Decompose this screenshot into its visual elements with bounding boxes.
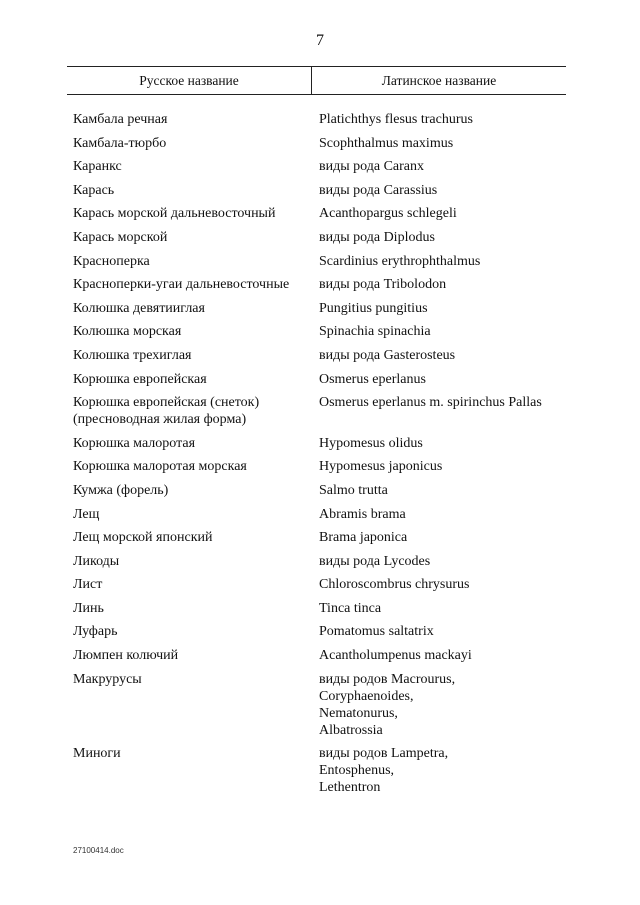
table-row: [73, 253, 573, 270]
table-row: [73, 576, 573, 593]
latin-name-cell: Abramis brama: [319, 506, 406, 522]
russian-name-cell: Камбала-тюрбо: [73, 135, 167, 151]
table-row: [73, 553, 573, 570]
table-row: [73, 347, 573, 364]
russian-name-cell: Корюшка европейская: [73, 371, 207, 387]
table-row: [73, 323, 573, 340]
latin-name-cell: виды рода Caranx: [319, 159, 424, 175]
header-russian-name: Русское название: [67, 67, 312, 94]
header-latin-name: Латинское название: [381, 72, 497, 88]
russian-name-cell: Красноперка: [73, 253, 150, 269]
latin-name-cell: виды рода Lycodes: [319, 553, 431, 569]
table-row: [73, 182, 573, 199]
latin-name-cell: Brama japonica: [319, 530, 408, 546]
russian-name-cell: Корюшка малоротая: [73, 435, 196, 451]
latin-name-cell: Pungitius pungitius: [319, 300, 428, 316]
page-number: 7: [316, 32, 324, 49]
document-filename: 27100414.doc: [73, 846, 124, 855]
russian-name-cell: Луфарь: [73, 624, 118, 640]
russian-name-cell: Карась морской: [73, 229, 168, 245]
latin-name-cell: виды родов Lampetra, Entosphenus, Lethentron: [319, 746, 449, 796]
latin-name-cell: Pomatomus saltatrix: [319, 624, 434, 640]
table-row: [73, 482, 573, 499]
table-row: [73, 276, 573, 293]
russian-name-cell: Лещ морской японский: [73, 530, 213, 546]
latin-name-cell: Hypomesus japonicus: [319, 459, 443, 475]
russian-name-cell: Миноги: [73, 746, 121, 762]
russian-name-cell: Колюшка морская: [73, 324, 182, 340]
latin-name-cell: Platichthys flesus trachurus: [319, 112, 473, 127]
latin-name-cell: виды родов Macrourus, Coryphaenoides, Nematonurus, Albatrossia: [319, 671, 456, 738]
table-row: [73, 647, 573, 664]
table-row: [73, 435, 573, 452]
table-row: [73, 600, 573, 617]
table-row: [73, 623, 573, 640]
russian-name-cell: Корюшка малоротая морская: [73, 459, 247, 475]
table-row: [73, 371, 573, 388]
russian-name-cell: Лещ: [73, 506, 100, 522]
table-header: [67, 66, 566, 95]
latin-name-cell: Scardinius erythrophthalmus: [319, 253, 481, 269]
table-row: [73, 300, 573, 317]
russian-name-cell: Карась: [73, 182, 115, 198]
latin-name-cell: виды рода Gasterosteus: [319, 347, 456, 363]
russian-name-cell: Линь: [73, 600, 104, 616]
russian-name-cell: Корюшка европейская (снеток) (пресноводная жилая форма): [73, 395, 260, 428]
latin-name-cell: Hypomesus olidus: [319, 435, 423, 451]
russian-name-cell: Ликоды: [73, 553, 120, 569]
latin-name-cell: Osmerus eperlanus m. spirinchus Pallas: [319, 395, 542, 411]
table-row: [73, 529, 573, 546]
latin-name-cell: Scophthalmus maximus: [319, 135, 454, 151]
latin-name-cell: Acantholumpenus mackayi: [319, 648, 472, 664]
russian-name-cell: Макрурусы: [73, 671, 142, 687]
latin-name-cell: Spinachia spinachia: [319, 324, 431, 340]
russian-name-cell: Каранкс: [73, 159, 122, 175]
russian-name-cell: Люмпен колючий: [73, 648, 179, 664]
latin-name-cell: виды рода Diplodus: [319, 229, 435, 245]
latin-name-cell: виды рода Tribolodon: [319, 277, 447, 293]
latin-name-cell: Acanthopargus schlegeli: [319, 206, 457, 222]
table-row: [73, 135, 573, 152]
russian-name-cell: Красноперки-угаи дальневосточные: [73, 277, 290, 293]
latin-name-cell: Salmo trutta: [319, 482, 388, 498]
russian-name-cell: Карась морской дальневосточный: [73, 206, 276, 222]
table-row: [73, 458, 573, 475]
russian-name-cell: Колюшка трехиглая: [73, 347, 192, 363]
table-row: [73, 158, 573, 175]
latin-name-cell: Chloroscombrus chrysurus: [319, 577, 470, 593]
table-row: [73, 671, 573, 739]
table-row: [73, 111, 573, 128]
table-row: [73, 745, 573, 796]
russian-name-cell: Кумжа (форель): [73, 482, 169, 498]
table-row: [73, 394, 573, 428]
table-row: [73, 506, 573, 523]
latin-name-cell: Tinca tinca: [319, 600, 382, 616]
russian-name-cell: Колюшка девятииглая: [73, 300, 205, 316]
latin-name-cell: Osmerus eperlanus: [319, 371, 426, 387]
table-row: [73, 229, 573, 246]
russian-name-cell: Лист: [73, 577, 103, 593]
russian-name-cell: Камбала речная: [73, 112, 168, 127]
species-table-body: [73, 111, 573, 803]
table-row: [73, 205, 573, 222]
latin-name-cell: виды рода Carassius: [319, 182, 438, 198]
